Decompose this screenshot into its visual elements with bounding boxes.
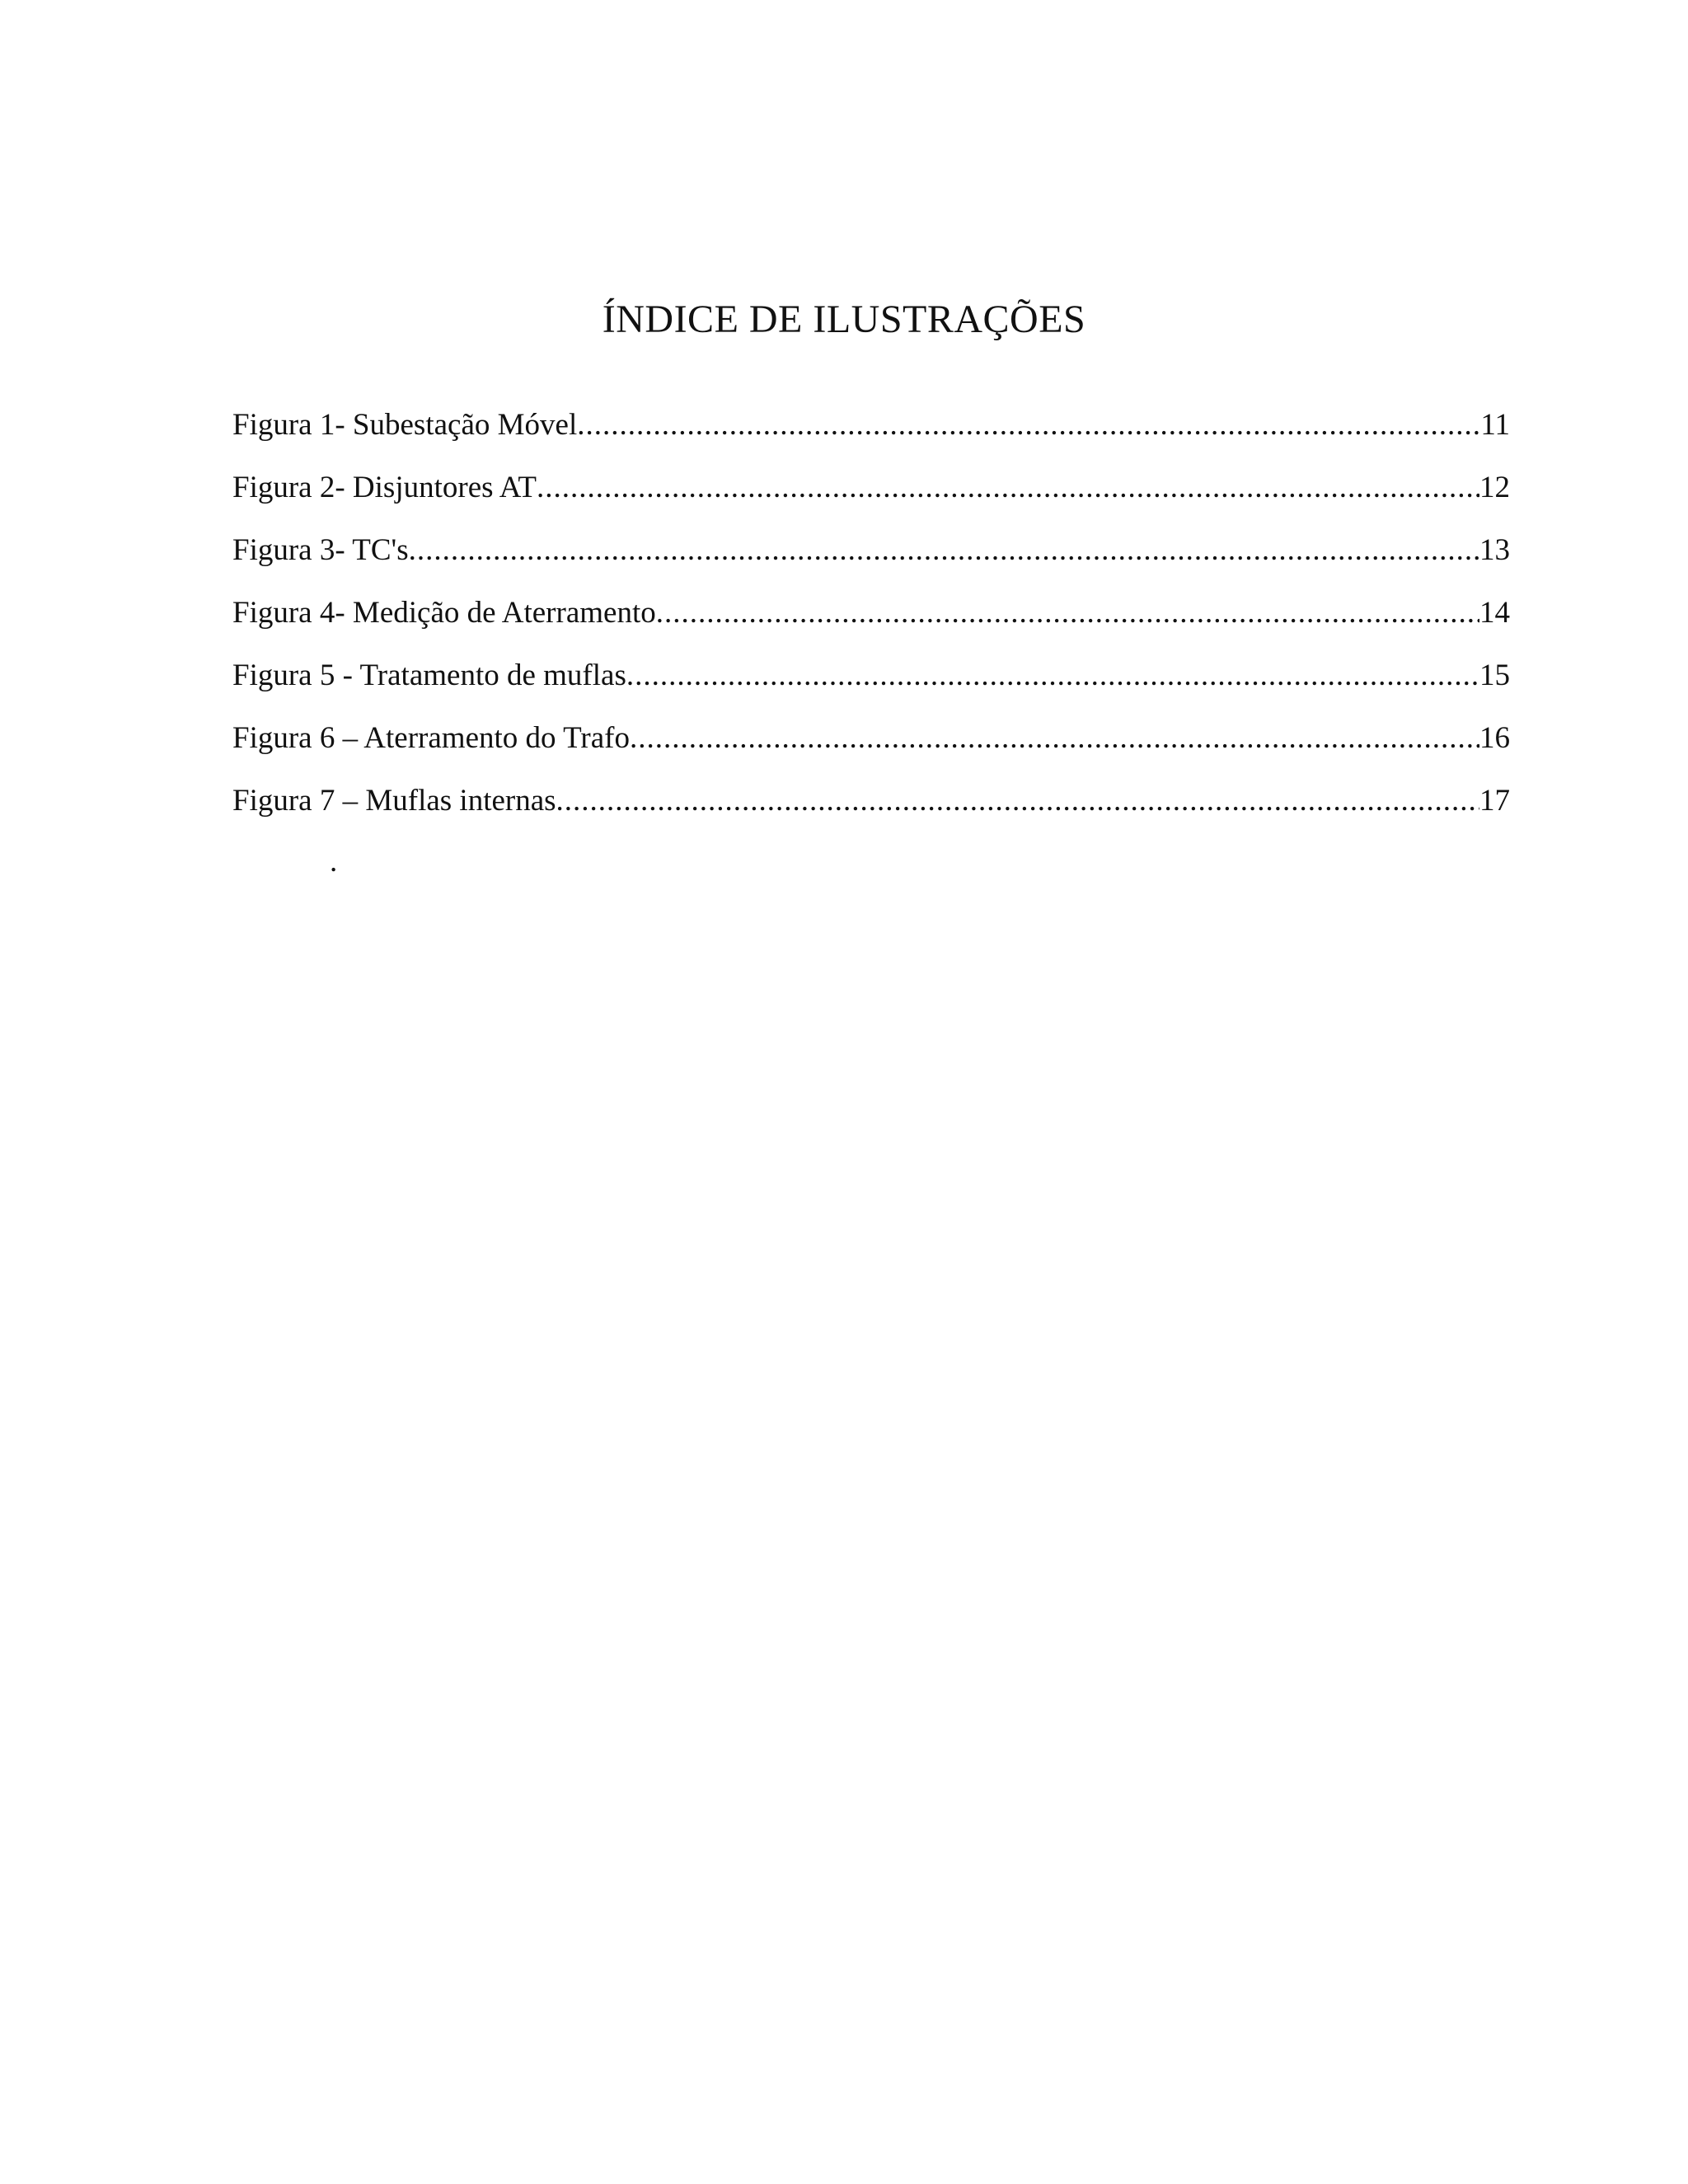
toc-entry-page-number: 12 (1479, 471, 1510, 504)
toc-entry-figura-1[interactable] (232, 402, 1510, 465)
toc-entry-figura-6[interactable] (232, 715, 1510, 778)
toc-entry-page-number: 13 (1479, 533, 1510, 567)
toc-entry-label: Figura 3- TC's (232, 533, 409, 567)
dot-leader (577, 402, 1480, 448)
toc-entry-page-number: 17 (1479, 784, 1510, 818)
toc-entry-figura-3[interactable] (232, 527, 1510, 590)
dot-leader (556, 778, 1479, 824)
toc-entry-figura-5[interactable] (232, 653, 1510, 715)
dot-leader (656, 590, 1479, 636)
toc-entry-label: Figura 4- Medição de Aterramento (232, 596, 656, 630)
toc-entry-figura-2[interactable] (232, 465, 1510, 527)
trailing-mark: . (330, 845, 338, 879)
toc-entry-figura-4[interactable] (232, 590, 1510, 653)
toc-entry-page-number: 14 (1479, 596, 1510, 630)
toc-entry-label: Figura 7 – Muflas internas (232, 784, 556, 818)
dot-leader (626, 653, 1479, 699)
toc-entry-label: Figura 6 – Aterramento do Trafo (232, 721, 630, 755)
toc-entry-label: Figura 5 - Tratamento de muflas (232, 658, 626, 692)
toc-entry-label: Figura 2- Disjuntores AT (232, 471, 537, 504)
toc-entry-label: Figura 1- Subestação Móvel (232, 408, 578, 442)
toc-entry-page-number: 15 (1479, 658, 1510, 692)
toc-entry-page-number: 11 (1480, 408, 1510, 442)
dot-leader (409, 527, 1479, 574)
illustrations-index (232, 402, 1510, 841)
dot-leader (630, 715, 1479, 762)
page-title: ÍNDICE DE ILUSTRAÇÕES (602, 298, 1086, 341)
toc-entry-figura-7[interactable] (232, 778, 1510, 841)
toc-entry-page-number: 16 (1479, 721, 1510, 755)
dot-leader (537, 465, 1479, 511)
